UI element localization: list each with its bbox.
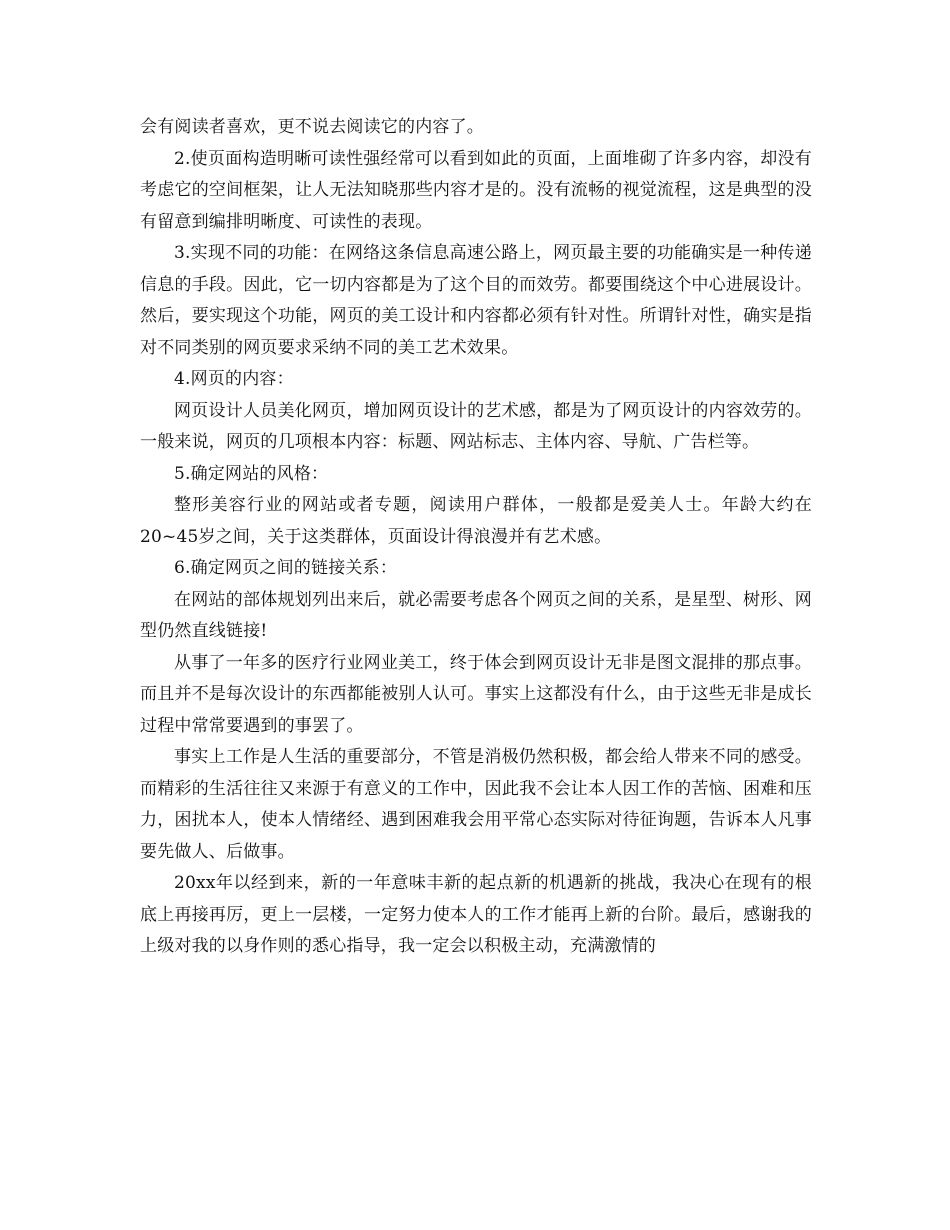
- paragraph-functions: 3.实现不同的功能：在网络这条信息高速公路上，网页最主要的功能确实是一种传递信息的手段。因此，它一切内容都是为了这个目的而效劳。都要围绕这个中心进展设计。然后，要实现这个功能，网页的美工设计和内容都必须有针对性。所谓针对性，确实是指对不同类别的网页要求采纳不同的美工艺术效果。: [140, 243, 812, 358]
- paragraph-page-content: 网页设计人员美化网页，增加网页设计的艺术感，都是为了网页设计的内容效劳的。一般来说，网页的几项根本内容：标题、网站标志、主体内容、导航、广告栏等。: [140, 400, 812, 452]
- heading-page-links: 6.确定网页之间的链接关系：: [174, 558, 398, 578]
- paragraph-work-life: 事实上工作是人生活的重要部分，不管是消极仍然积极，都会给人带来不同的感受。而精彩的生活往往又来源于有意义的工作中，因此我不会让本人因工作的苦恼、困难和压力，困扰本人，使本人情绪经、遇到困难我会用平常心态实际对待征询题，告诉本人凡事要先做人、后做事。: [140, 747, 812, 862]
- paragraph-readability: 2.使页面构造明晰可读性强经常可以看到如此的页面，上面堆砌了许多内容，却没有考虑它的空间框架，让人无法知晓那些内容才是的。没有流畅的视觉流程，这是典型的没有留意到编排明晰度、可读性的表现。: [140, 148, 812, 232]
- paragraph-page-links: 在网站的部体规划列出来后，就必需要考虑各个网页之间的关系，是星型、树形、网型仍然直线链接!: [140, 589, 812, 641]
- paragraph-experience: 从事了一年多的医疗行业网业美工，终于体会到网页设计无非是图文混排的那点事。而且并不是每次设计的东西都能被别人认可。事实上这都没有什么，由于这些无非是成长过程中常常要遇到的事罢了。: [140, 652, 812, 736]
- heading-site-style: 5.确定网站的风格：: [174, 463, 329, 484]
- paragraph-new-year: 20xx年以经到来，新的一年意味丰新的起点新的机遇新的挑战，我决心在现有的根底上再接再厉，更上一层楼，一定努力使本人的工作才能再上新的台阶。最后，感谢我的上级对我的以身作则的悉心指导，我一定会以积极主动，充满激情的: [140, 873, 812, 956]
- heading-page-content: 4.网页的内容：: [174, 369, 294, 389]
- document-page: [140, 112, 812, 963]
- paragraph-continuation: 会有阅读者喜欢，更不说去阅读它的内容了。: [140, 117, 484, 137]
- paragraph-site-style: 整形美容行业的网站或者专题，阅读用户群体，一般都是爱美人士。年龄大约在20~45岁之间，关于这类群体，页面设计得浪漫并有艺术感。: [140, 495, 812, 547]
